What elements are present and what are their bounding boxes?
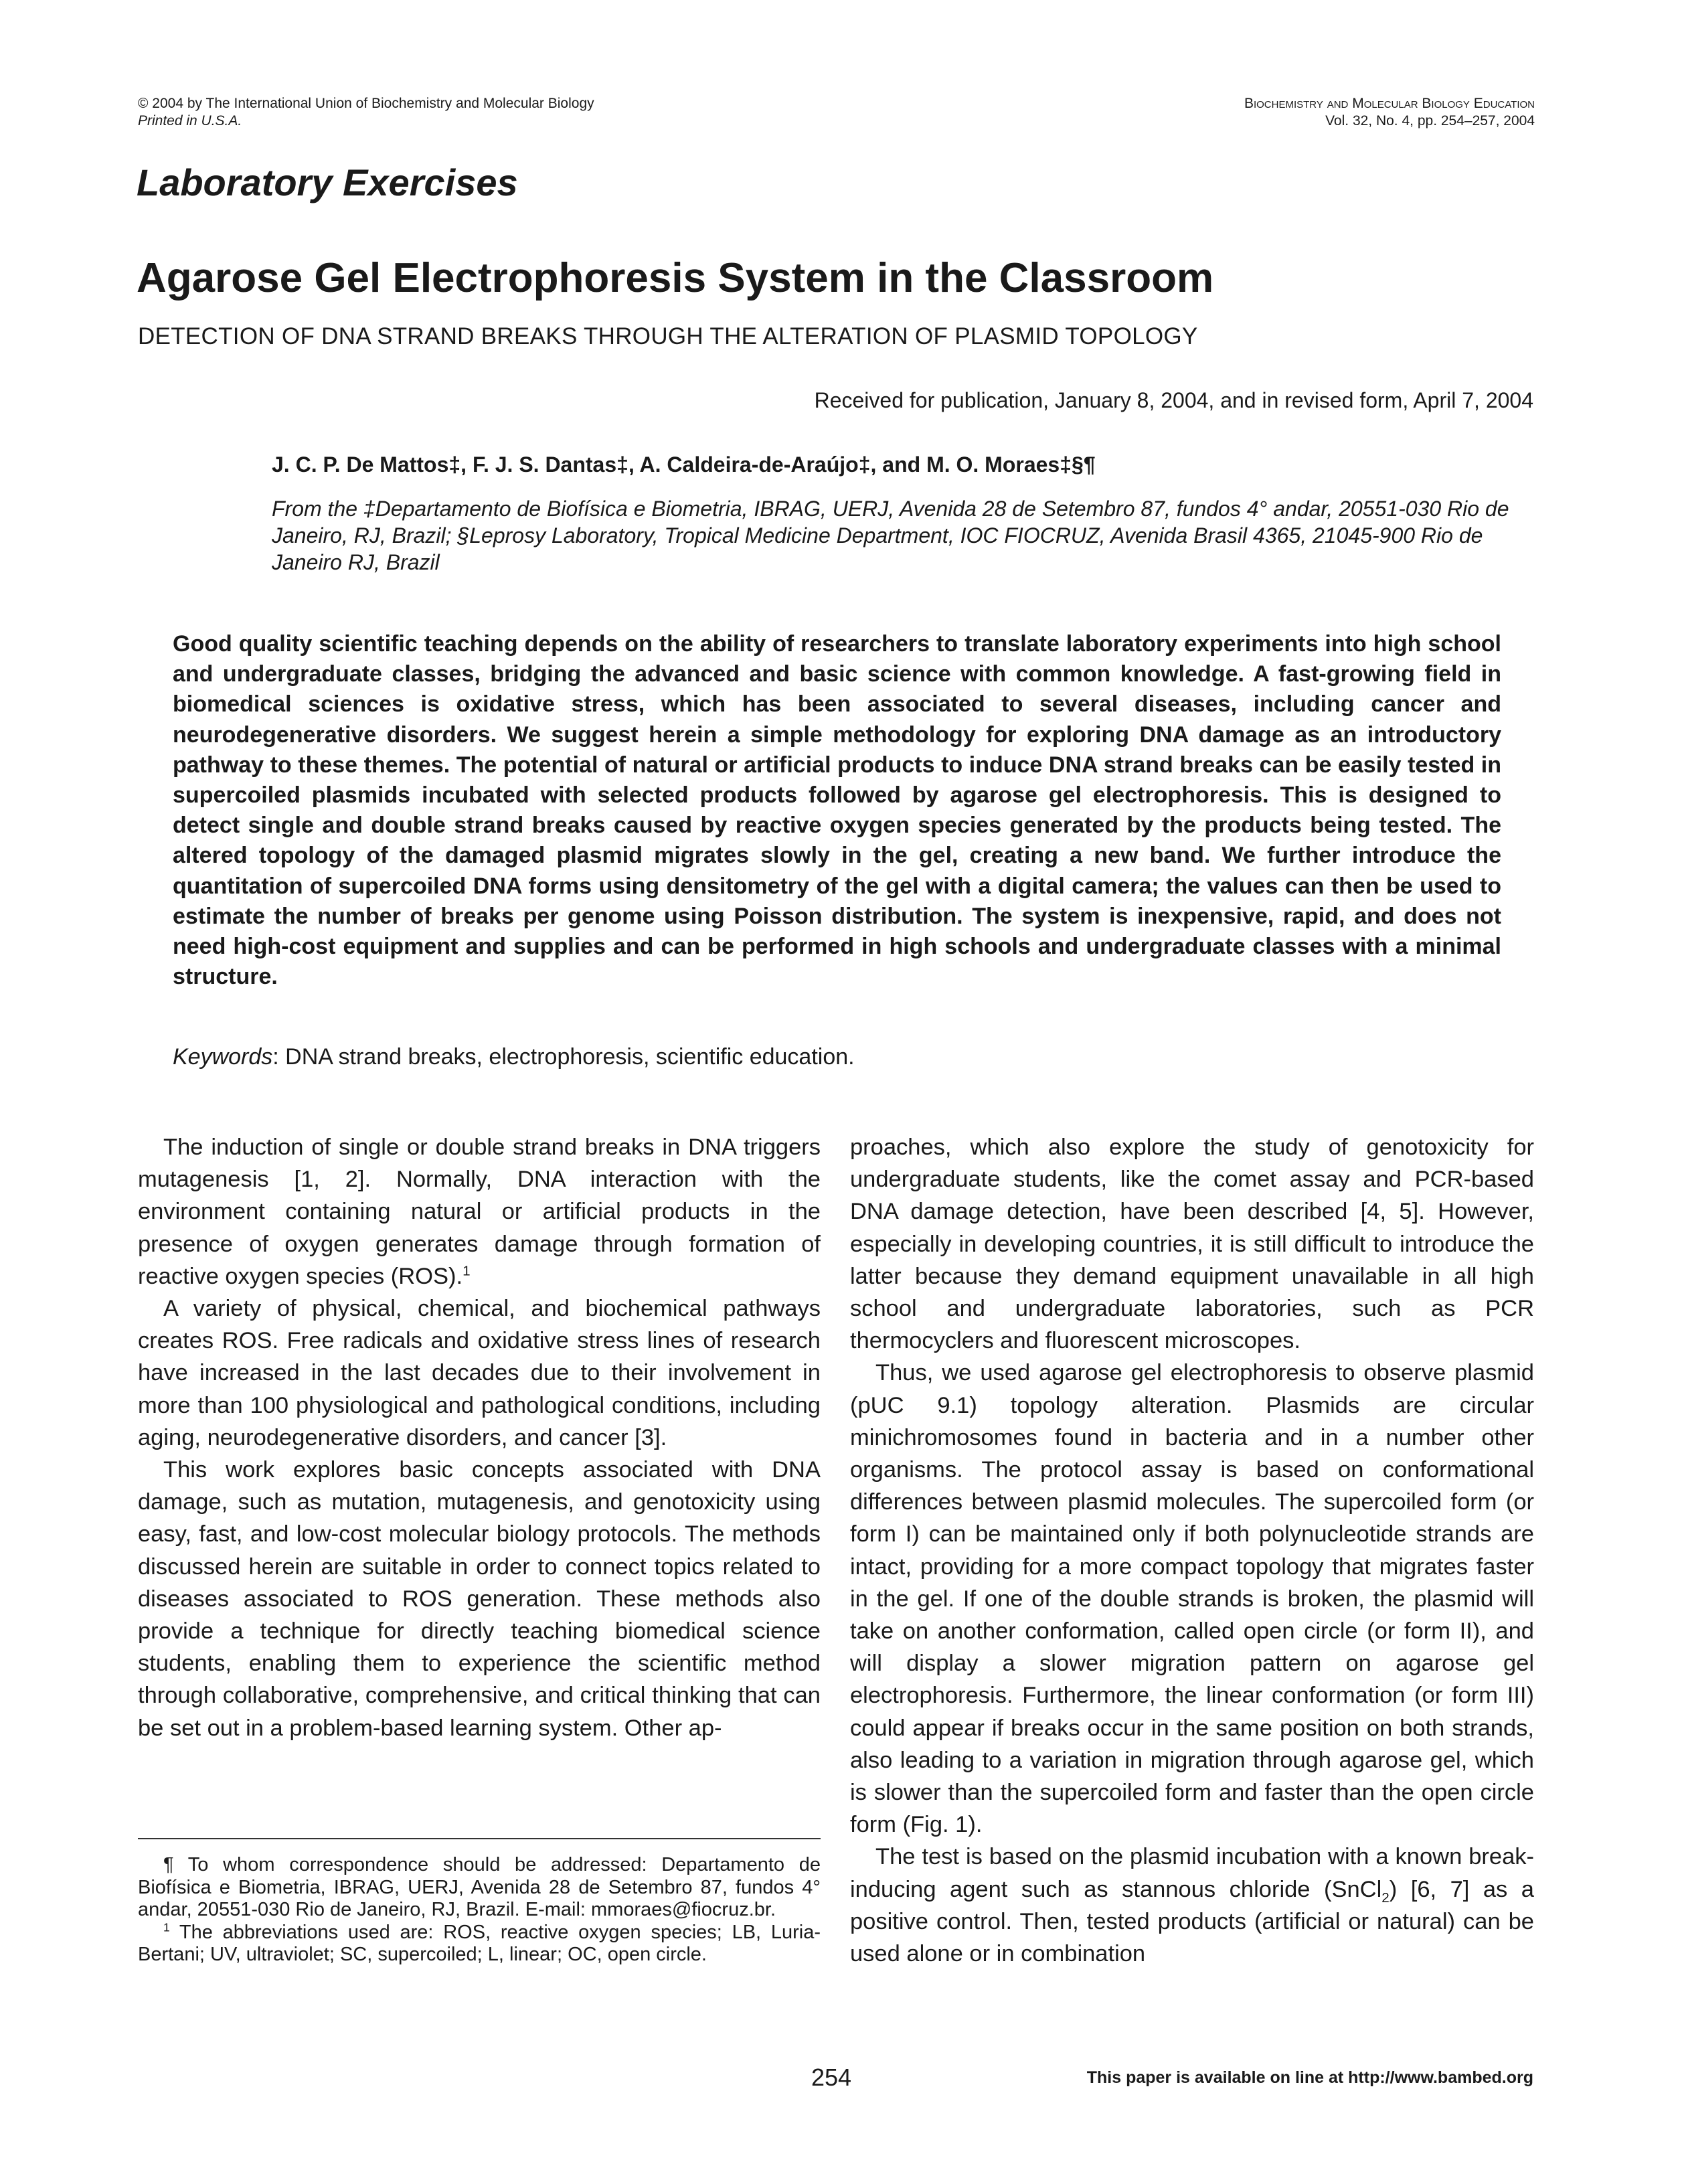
online-notice: This paper is available on line at http://www.bambed.org (1086, 2068, 1533, 2087)
abstract: Good quality scientific teaching depends on the ability of researchers to translate laboratory experiments into high school and undergraduate classes, bridging the advanced and basic science with common knowledge. A fast-growing field in biomedical sciences is oxidative stress, which has been associated to several diseases, including cancer and neurodegenerative disorders. We suggest herein a simple methodology for exploring DNA damage as an introductory pathway to these themes. The potential of natural or artificial products to induce DNA strand breaks can be easily tested in supercoiled plasmids incubated with selected products followed by agarose gel electrophoresis. This is designed to detect single and double strand breaks caused by reactive oxygen species generated by the products being tested. The altered topology of the damaged plasmid migrates slowly in the gel, creating a new band. We further introduce the quantitation of supercoiled DNA forms using densitometry of the gel with a digital camera; the values can then be used to estimate the number of breaks per genome using Poisson distribution. The system is inexpensive, rapid, and does not need high-cost equipment and supplies and can be performed in high schools and undergraduate classes with a minimal structure. (173, 631, 1501, 990)
body-column-right (850, 1131, 1534, 1970)
paragraph-text: ) [6, 7] as a positive control. Then, tested products (artificial or natural) can be used alone or in combination (850, 1876, 1534, 1967)
journal-name: Biochemistry and Molecular Biology Education (1244, 96, 1535, 111)
received-date: Received for publication, January 8, 2004, and in revised form, April 7, 2004 (814, 388, 1533, 412)
running-header-right (1244, 95, 1535, 130)
keywords-text: : DNA strand breaks, electrophoresis, scientific education. (272, 1044, 855, 1070)
paragraph-text: The induction of single or double strand breaks in DNA triggers mutagenesis [1, 2]. Normally, DNA interaction with the environment containing natural or artificial products in the presence of oxygen generates damage through formation of reactive oxygen species (ROS). (138, 1135, 821, 1289)
footnotes (138, 1854, 821, 1966)
copyright-line: © 2004 by The International Union of Biochemistry and Molecular Biology (138, 96, 594, 111)
keywords-label: Keywords (173, 1044, 273, 1070)
paragraph (138, 1131, 821, 1292)
subscript: 2 (1381, 1889, 1390, 1906)
paragraph: proaches, which also explore the study of genotoxicity for undergraduate students, like the comet assay and PCR-based DNA damage detection, have been described [4, 5]. However, especially in developing countries, it is still difficult to introduce the latter because they demand equipment unavailable in all high school and undergraduate laboratories, such as PCR thermocyclers and fluorescent microscopes. (850, 1135, 1534, 1354)
paragraph-text: The test is based on the plasmid incubation with a known break-inducing agent such as stannous chloride (SnCl (850, 1844, 1534, 1902)
article-subtitle: DETECTION OF DNA STRAND BREAKS THROUGH THE ALTERATION OF PLASMID TOPOLOGY (138, 323, 1198, 349)
paragraph (850, 1841, 1534, 1970)
footnote-correspondence: ¶ To whom correspondence should be addressed: Departamento de Biofísica e Biometria, IBRAG, UERJ, Avenida 28 de Setembro 87, fundos 4° andar, 20551-030 Rio de Janeiro, RJ, Brazil. E-mail: mmoraes@fiocruz.br. (138, 1854, 821, 1921)
article-title: Agarose Gel Electrophoresis System in the Classroom (137, 255, 1214, 301)
footnote-marker: 1 (163, 1920, 170, 1934)
body-column-left (138, 1131, 821, 1744)
affiliation: From the ‡Departamento de Biofísica e Biometria, IBRAG, UERJ, Avenida 28 de Setembro 87, fundos 4° andar, 20551-030 Rio de Janeiro, RJ, Brazil; §Leprosy Laboratory, Tropical Medicine Department, IOC FIOCRUZ, Avenida Brasil 4365, 21045-900 Rio de Janeiro RJ, Brazil (272, 497, 1509, 574)
footnote-abbreviations (138, 1922, 821, 1966)
printed-line: Printed in U.S.A. (138, 113, 242, 129)
footnote-text: The abbreviations used are: ROS, reactive oxygen species; LB, Luria-Bertani; UV, ultraviolet; SC, supercoiled; L, linear; OC, open circle. (138, 1921, 821, 1966)
footnote-ref: 1 (462, 1263, 471, 1279)
section-title: Laboratory Exercises (137, 161, 518, 203)
author-list: J. C. P. De Mattos‡, F. J. S. Dantas‡, A. Caldeira-de-Araújo‡, and M. O. Moraes‡§¶ (272, 452, 1096, 477)
page-number: 254 (811, 2064, 852, 2091)
keywords (173, 1044, 855, 1070)
paragraph: Thus, we used agarose gel electrophoresis to observe plasmid (pUC 9.1) topology alteration. Plasmids are circular minichromosomes found in bacteria and in a number other organisms. The protocol assay is based on conformational differences between plasmid molecules. The supercoiled form (or form I) can be maintained only if both polynucleotide strands are intact, providing for a more compact topology that migrates faster in the gel. If one of the double strands is broken, the plasmid will take on another conformation, called open circle (or form II), and will display a slower migration pattern on agarose gel electrophoresis. Furthermore, the linear conformation (or form III) could appear if breaks occur in the same position on both strands, also leading to a variation in migration through agarose gel, which is slower than the supercoiled form and faster than the open circle form (Fig. 1). (850, 1360, 1534, 1838)
paragraph: This work explores basic concepts associated with DNA damage, such as mutation, mutagenesis, and genotoxicity using easy, fast, and low-cost molecular biology protocols. The methods discussed herein are suitable in order to connect topics related to diseases associated to ROS generation. These methods also provide a technique for directly teaching biomedical science students, enabling them to experience the scientific method through collaborative, comprehensive, and critical thinking that can be set out in a problem-based learning system. Other ap- (138, 1457, 821, 1741)
running-header-left (138, 95, 594, 130)
paragraph: A variety of physical, chemical, and biochemical pathways creates ROS. Free radicals and oxidative stress lines of research have increased in the last decades due to their involvement in more than 100 physiological and pathological conditions, including aging, neurodegenerative disorders, and cancer [3]. (138, 1296, 821, 1450)
volume-info: Vol. 32, No. 4, pp. 254–257, 2004 (1325, 113, 1535, 129)
footnote-rule (138, 1838, 821, 1839)
